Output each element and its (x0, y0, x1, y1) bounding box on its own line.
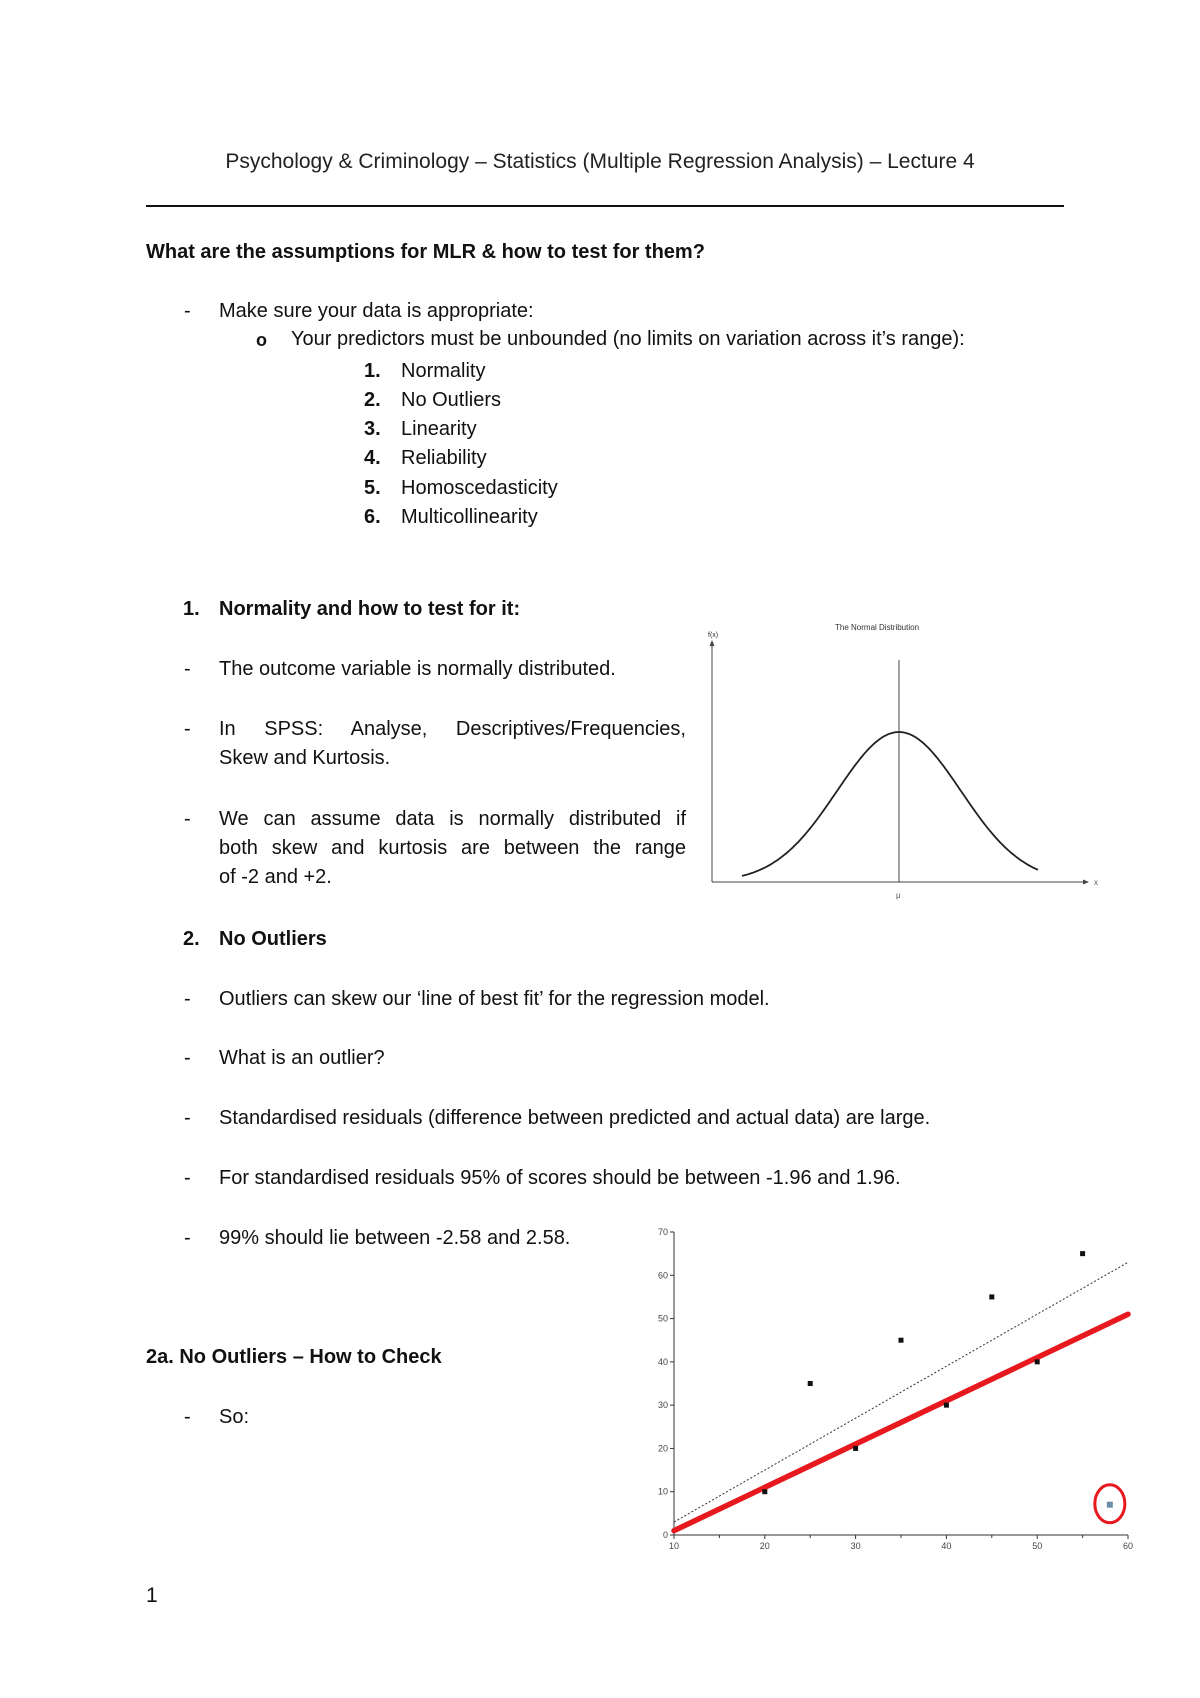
scatter-point (1035, 1359, 1040, 1364)
bullet-appropriate-data: Make sure your data is appropriate: (219, 300, 534, 322)
dash-bullet: - (184, 808, 191, 830)
scatter-y-tick-label: 50 (657, 1313, 668, 1324)
assumption-item: No Outliers (401, 389, 502, 411)
scatter-x-tick-label: 60 (1122, 1541, 1134, 1551)
outliers-point: Outliers can skew our ‘line of best fit’ for the regression model. (219, 988, 770, 1010)
dash-bullet: - (184, 1227, 191, 1249)
dash-bullet: - (184, 718, 191, 740)
dash-bullet: - (184, 988, 191, 1010)
assumption-num: 3. (364, 418, 381, 440)
sub-bullet-unbounded: Your predictors must be unbounded (no limits on variation across it’s range): (291, 328, 965, 350)
assumption-item: Normality (401, 360, 486, 382)
header-rule (146, 205, 1064, 207)
outlier-scatter-chart (640, 1220, 1160, 1560)
scatter-point (989, 1294, 994, 1299)
outliers-point: 99% should lie between -2.58 and 2.58. (219, 1227, 571, 1249)
assumption-num: 6. (364, 506, 381, 528)
scatter-point (944, 1403, 949, 1408)
assumption-item: Linearity (401, 418, 477, 440)
scatter-point (762, 1489, 767, 1494)
assumption-item: Multicollinearity (401, 506, 538, 528)
normality-point-2-line2: Skew and Kurtosis. (219, 747, 391, 769)
scatter-x-tick-label: 50 (1032, 1541, 1043, 1551)
scatter-y-tick-label: 0 (662, 1530, 668, 1540)
scatter-fit-line (674, 1314, 1128, 1530)
normal-chart-y-label: f(x) (708, 632, 719, 639)
scatter-point (853, 1446, 858, 1451)
assumption-num: 2. (364, 389, 381, 411)
scatter-y-tick-label: 30 (657, 1400, 668, 1411)
outliers-point: What is an outlier? (219, 1047, 385, 1069)
normality-point-3-line3: of -2 and +2. (219, 866, 332, 888)
dash-bullet: - (184, 1406, 191, 1428)
page-header: Psychology & Criminology – Statistics (Multiple Regression Analysis) – Lecture 4 (225, 150, 975, 173)
scatter-y-tick-label: 60 (657, 1270, 668, 1281)
normal-chart-x-label: x (1094, 878, 1098, 887)
dash-bullet: - (184, 300, 191, 322)
normal-chart-title: The Normal Distribution (835, 623, 920, 632)
dash-bullet: - (184, 1167, 191, 1189)
check-heading: 2a. No Outliers – How to Check (146, 1346, 442, 1368)
normality-point-3-line1: We can assume data is normally distributed if (219, 808, 686, 830)
scatter-dotted-line (674, 1262, 1128, 1522)
assumptions-heading: What are the assumptions for MLR & how to test for them? (146, 241, 705, 263)
x-axis-arrow-icon (1083, 880, 1089, 885)
normality-point-2-line1: In SPSS: Analyse, Descriptives/Frequencies, (219, 718, 686, 740)
assumption-item: Reliability (401, 447, 487, 469)
section-num: 1. (183, 598, 200, 620)
scatter-x-tick-label: 40 (941, 1541, 952, 1551)
scatter-y-tick-label: 10 (657, 1486, 668, 1497)
scatter-y-tick-label: 20 (657, 1443, 668, 1454)
normal-distribution-chart (690, 615, 1110, 905)
normality-point-1: The outcome variable is normally distributed. (219, 658, 616, 680)
assumption-num: 5. (364, 477, 381, 499)
scatter-y-tick-label: 40 (657, 1356, 668, 1367)
normal-chart-mean-label: μ (896, 891, 901, 900)
dash-bullet: - (184, 658, 191, 680)
page-number: 1 (146, 1584, 158, 1607)
check-point: So: (219, 1406, 250, 1428)
y-axis-arrow-icon (710, 640, 715, 646)
scatter-x-tick-label: 10 (668, 1541, 680, 1551)
outliers-point: Standardised residuals (difference between predicted and actual data) are large. (219, 1107, 931, 1129)
scatter-point (808, 1381, 813, 1386)
assumption-item: Homoscedasticity (401, 477, 558, 499)
assumption-num: 4. (364, 447, 381, 469)
scatter-point (899, 1338, 904, 1343)
assumption-num: 1. (364, 360, 381, 382)
normality-heading: Normality and how to test for it: (219, 598, 521, 620)
scatter-x-tick-label: 20 (759, 1541, 770, 1551)
section-num: 2. (183, 928, 200, 950)
sub-bullet-marker: o (256, 330, 267, 350)
dash-bullet: - (184, 1107, 191, 1129)
scatter-point (1080, 1251, 1085, 1256)
outliers-point: For standardised residuals 95% of scores should be between -1.96 and 1.96. (219, 1167, 901, 1189)
scatter-x-tick-label: 30 (850, 1541, 861, 1551)
dash-bullet: - (184, 1047, 191, 1069)
scatter-outlier-point (1107, 1502, 1113, 1508)
scatter-y-tick-label: 70 (657, 1227, 668, 1237)
outliers-heading: No Outliers (219, 928, 327, 950)
normality-point-3-line2: both skew and kurtosis are between the range (219, 837, 686, 859)
normal-curve (742, 732, 1038, 876)
